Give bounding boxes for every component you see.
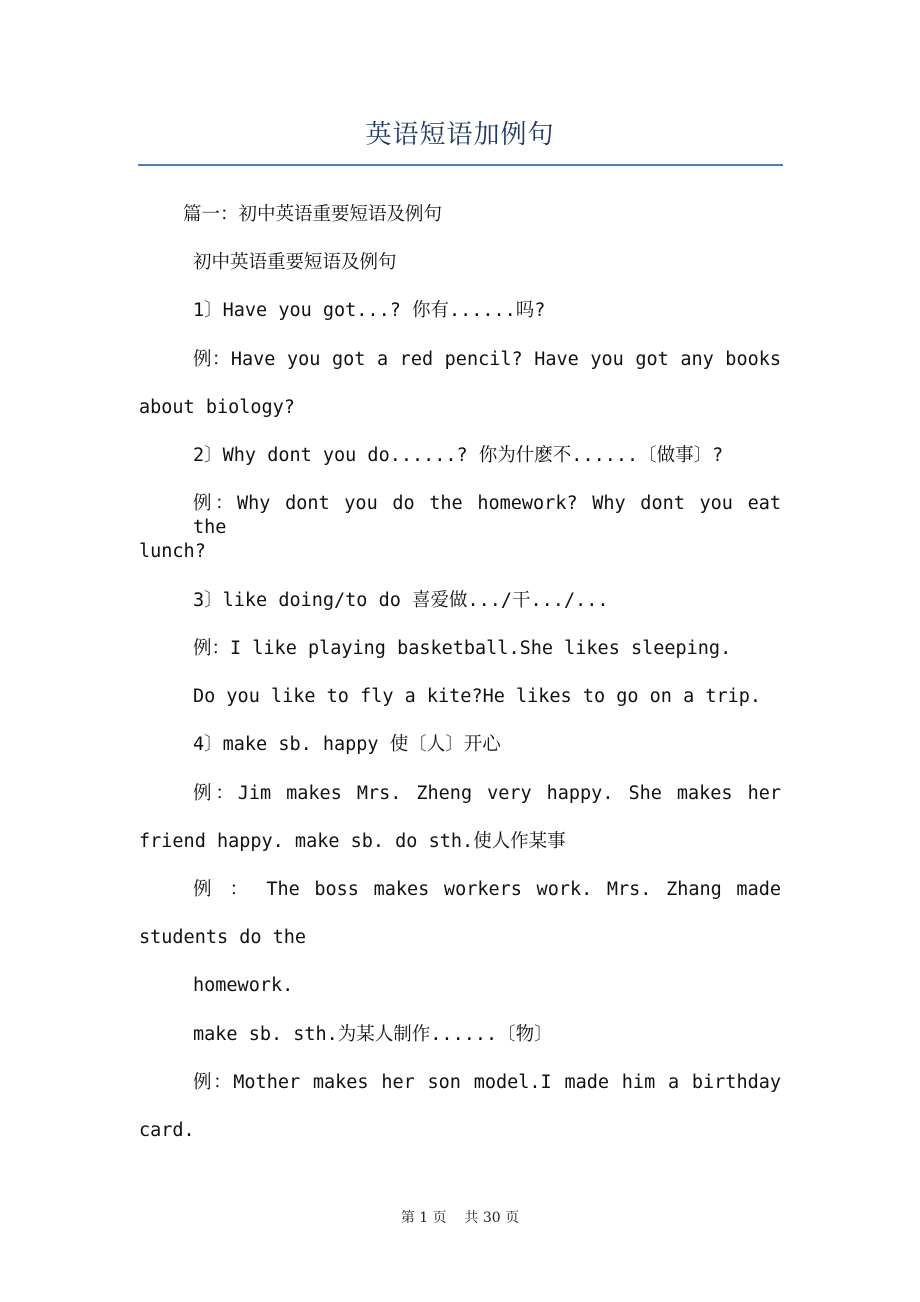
- example-line: 例：I like playing basketball.She likes sleeping.: [193, 638, 732, 659]
- example-line: 例：Have you got a red pencil? Have you got any books: [193, 349, 781, 370]
- example-line: lunch?: [139, 541, 206, 562]
- subheading: 初中英语重要短语及例句: [193, 252, 397, 273]
- phrase-line: 1〕Have you got...? 你有......吗?: [193, 300, 546, 321]
- phrase-line: 2〕Why dont you do......? 你为什麽不......〔做事〕?: [193, 445, 724, 466]
- example-line: 例：Why dont you do the homework? Why dont you eat the: [193, 493, 781, 538]
- section-heading: 篇一：初中英语重要短语及例句: [183, 204, 443, 225]
- phrase-line: 3〕like doing/to do 喜爱做.../干.../...: [193, 590, 609, 611]
- example-line: students do the: [139, 927, 307, 948]
- example-line: friend happy. make sb. do sth.使人作某事: [139, 831, 566, 852]
- phrase-line: make sb. sth.为某人制作......〔物〕: [193, 1024, 553, 1045]
- page-footer: 第 1 页 共 30 页: [400, 1210, 520, 1226]
- example-line: 例：Jim makes Mrs. Zheng very happy. She makes her: [193, 783, 781, 804]
- example-line: 例 ： The boss makes workers work. Mrs. Zhang made: [193, 879, 781, 900]
- example-line: about biology?: [139, 397, 295, 418]
- example-line: Do you like to fly a kite?He likes to go on a trip.: [193, 686, 762, 707]
- document-title: 英语短语加例句: [365, 120, 555, 150]
- example-line: 例：Mother makes her son model.I made him a birthday: [193, 1072, 781, 1093]
- example-line: homework.: [193, 975, 294, 996]
- example-line: card.: [139, 1120, 195, 1141]
- phrase-line: 4〕make sb. happy 使〔人〕开心: [193, 734, 501, 755]
- title-divider: [138, 164, 783, 166]
